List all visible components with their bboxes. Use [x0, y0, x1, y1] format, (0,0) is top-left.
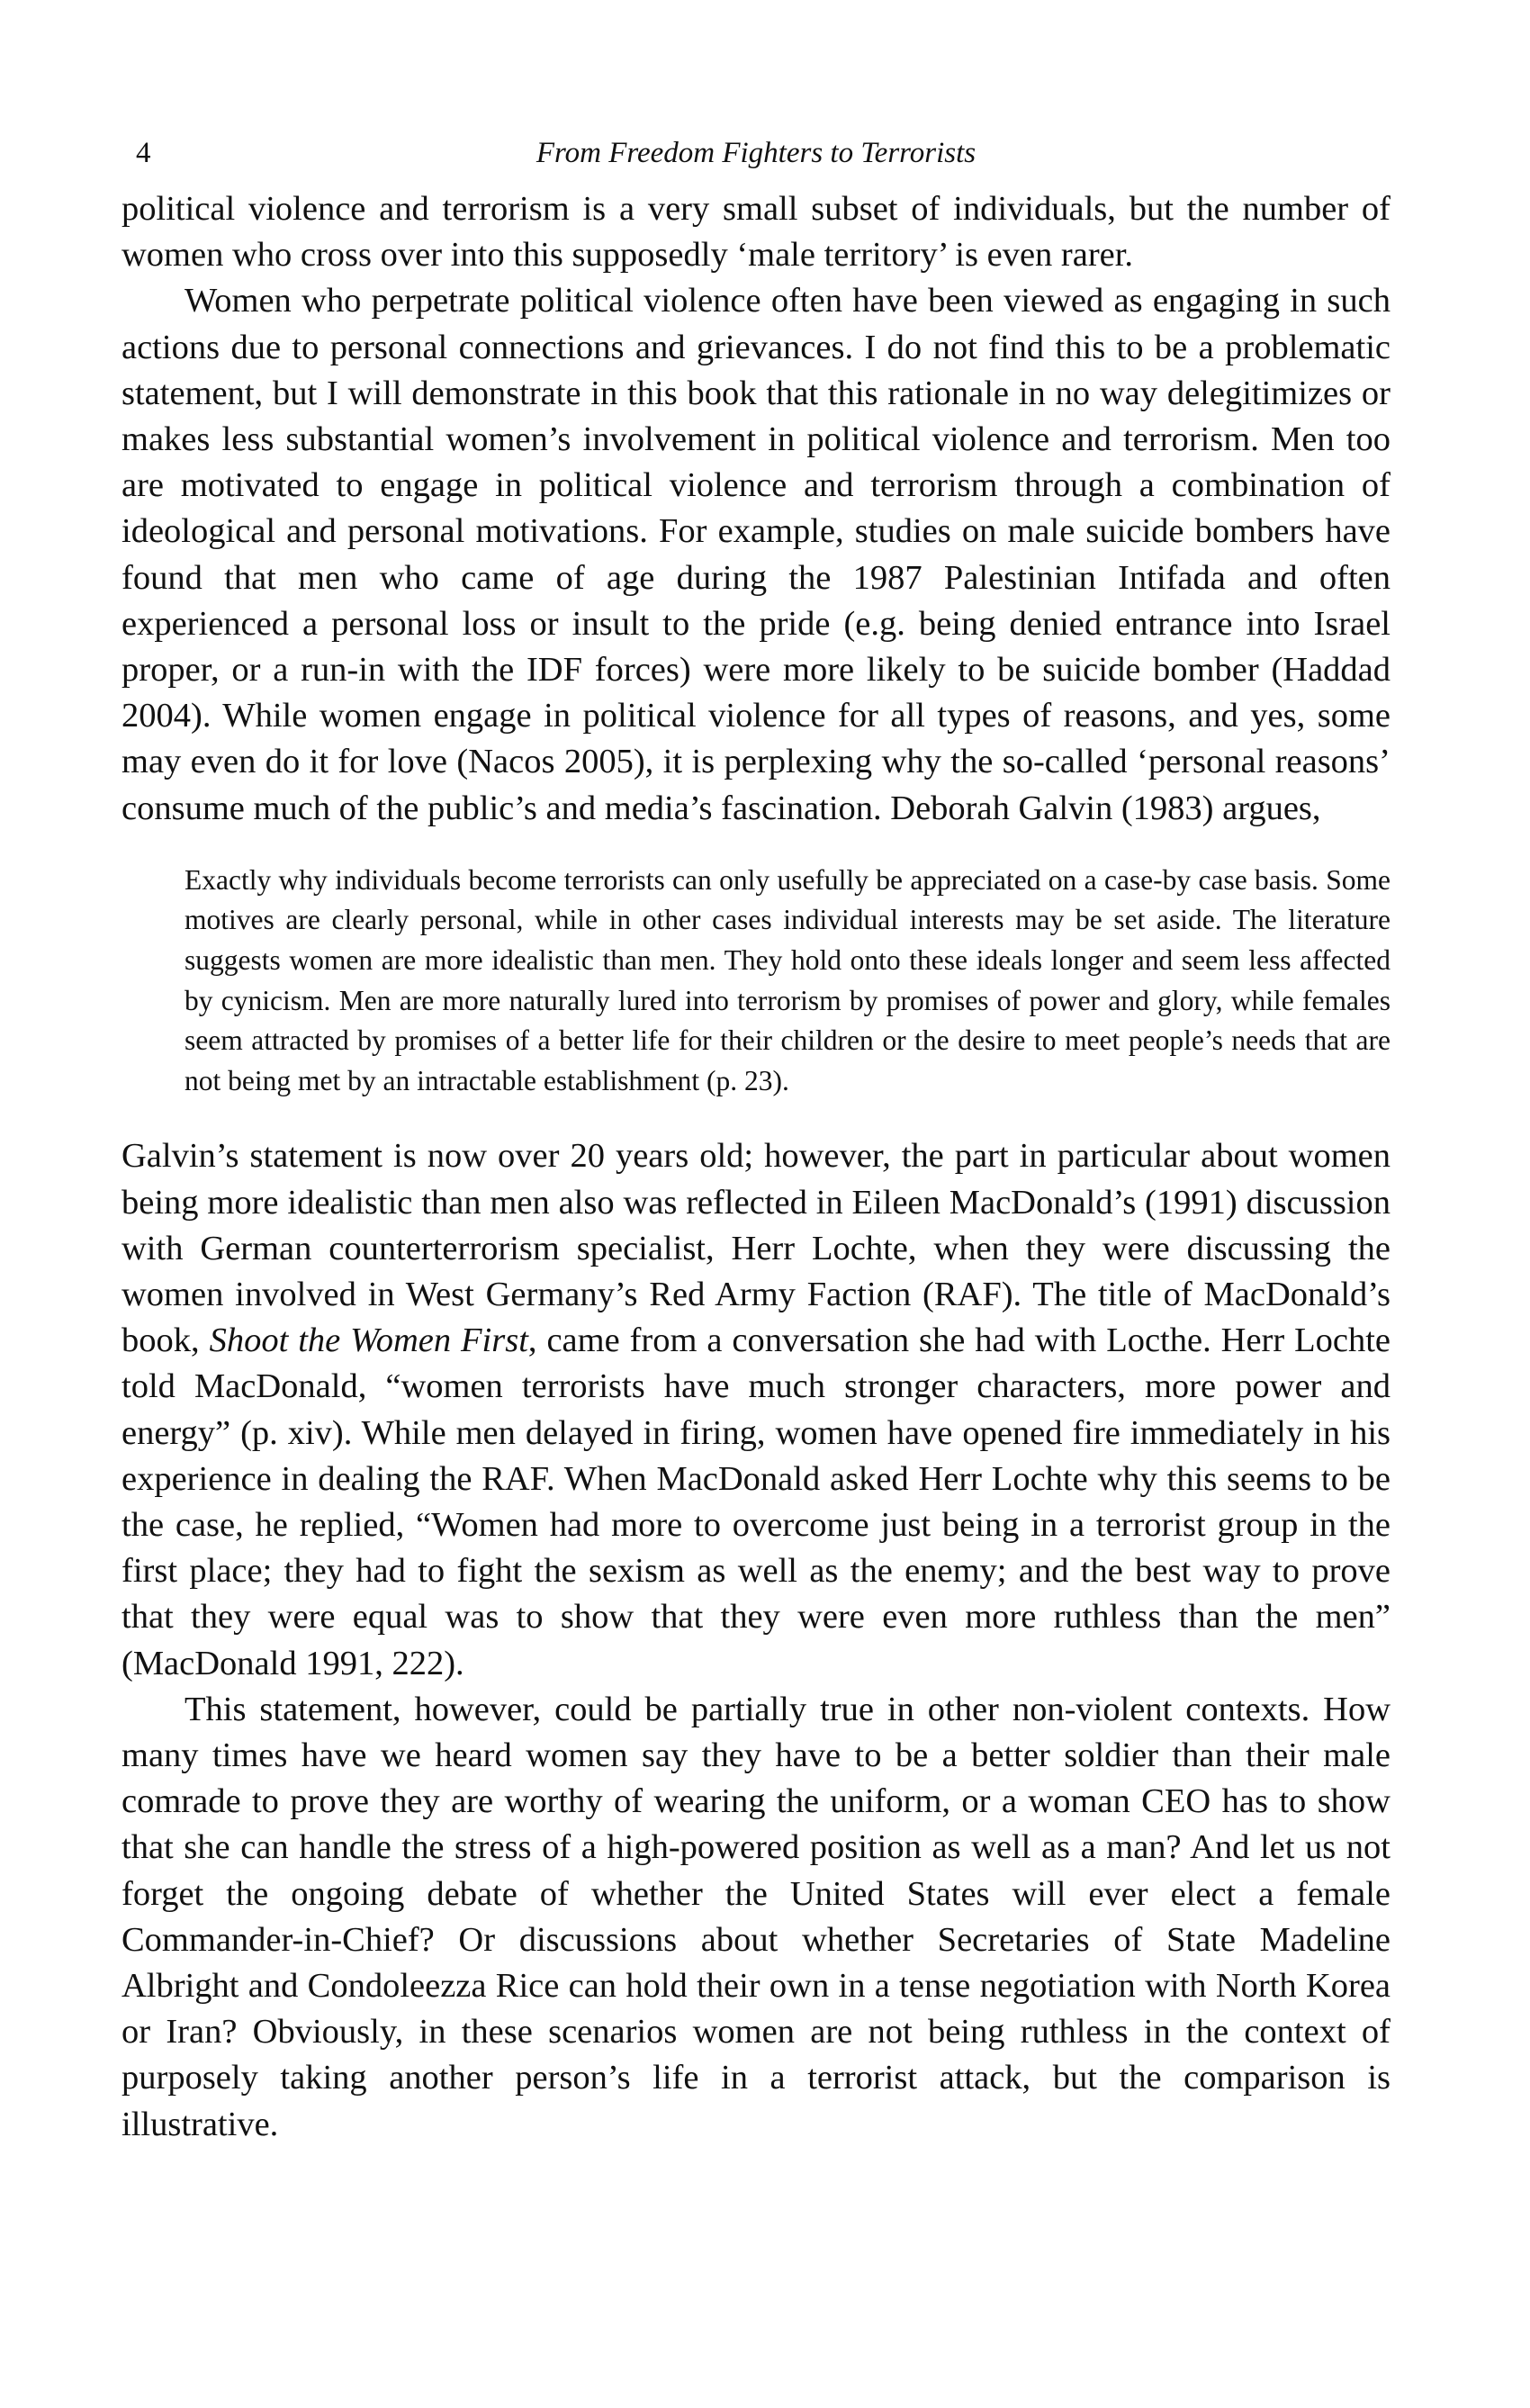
running-head: [122, 135, 1390, 171]
page-number: 4: [136, 137, 151, 169]
block-quote-galvin: Exactly why individuals become terrorists can only usefully be appreciated on a case-by case basis. Some motives are clearly personal, while in other cases individual interests may be set aside. The literature suggests women are more idealistic than men. They hold onto these ideals longer and seem less affected by cynicism. Men are more naturally lured into terrorism by promises of power and glory, while females seem attracted by promises of a better life for their children or the desire to meet people’s needs that are not being met by an intractable establishment (p. 23).: [184, 863, 1390, 1096]
paragraph-macdonald: [122, 1133, 1390, 1686]
running-title: From Freedom Fighters to Terrorists: [536, 137, 976, 169]
paragraph-text: , came from a conversation she had with Locthe. Herr Lochte told MacDonald, “women terrorists have much stronger characters, more power and energy” (p. xiv). While men delayed in firing, women have opened fire immediately in his experience in dealing the RAF. When MacDonald asked Herr Lochte why this seems to be the case, he replied, “Women had more to overcome just being in a terrorist group in the first place; they had to fight the sexism as well as the enemy; and the best way to prove that they were equal was to show that they were even more ruthless than the men” (MacDonald 1991, 222).: [122, 1321, 1390, 1682]
paragraph-personal-motivations: Women who perpetrate political violence often have been viewed as engaging in such actions due to personal connections and grievances. I do not find this to be a problematic statement, but I will demonstrate in this book that this rationale in no way delegitimizes or makes less substantial women’s involvement in political violence and terrorism. Men too are motivated to engage in political violence and terrorism through a combination of ideological and personal motivations. For example, studies on male suicide bombers have found that men who came of age during the 1987 Palestinian Intifada and often experienced a personal loss or insult to the pride (e.g. being denied entrance into Israel proper, or a run-in with the IDF forces) were more likely to be suicide bomber (Haddad 2004). While women engage in political violence for all types of reasons, and yes, some may even do it for love (Nacos 2005), it is perplexing why the so-called ‘personal reasons’ consume much of the public’s and media’s fascination. Deborah Galvin (1983) argues,: [122, 282, 1390, 827]
paragraph-continued: political violence and terrorism is a very small subset of individuals, but the number of women who cross over into this supposedly ‘male territory’ is even rarer.: [122, 190, 1390, 275]
book-title: Shoot the Women First: [209, 1321, 528, 1360]
paragraph-non-violent-contexts: This statement, however, could be partially true in other non-violent contexts. How many times have we heard women say they have to be a better soldier than their male comrade to prove they are worthy of wearing the uniform, or a woman CEO has to show that she can handle the stress of a high-powered position as well as a man? And let us not forget the ongoing debate of whether the United States will ever elect a female Commander-in-Chief? Or discussions about whether Secretaries of State Madeline Albright and Condoleezza Rice can hold their own in a tense negotiation with North Korea or Iran? Obviously, in these scenarios women are not being ruthless in the context of purposely taking another person’s life in a terrorist attack, but the comparison is illustrative.: [122, 1690, 1390, 2143]
body-text: [122, 186, 1390, 2148]
paragraph-text: Galvin’s statement is now over 20 years old; however, the part in particular about women being more idealistic than men also was reflected in Eileen MacDonald’s (1991) discussion with German counterterrorism specialist, Herr Lochte, when they were discussing the women involved in West Germany’s Red Army Faction (RAF). The title of MacDonald’s book,: [122, 1137, 1390, 1360]
